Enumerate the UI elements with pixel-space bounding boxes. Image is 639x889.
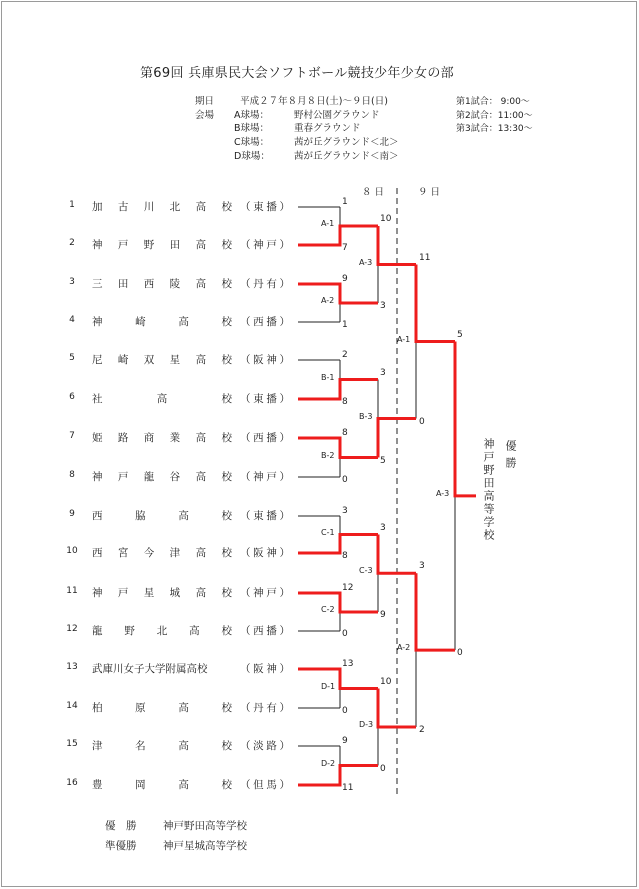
match-score: 8: [342, 428, 348, 438]
team-name: 神 戸 星 城 高 校: [92, 587, 232, 599]
day-label-9: ９ 日: [418, 187, 441, 198]
venue-d: D球場： 茜が丘グラウンド＜南＞: [234, 151, 399, 162]
round3-winner-path: [416, 573, 455, 650]
match-score: 9: [380, 610, 386, 620]
match-id: A-1: [321, 219, 335, 228]
match-score: 3: [380, 367, 386, 378]
match-score: 0: [419, 416, 425, 427]
team-name: 加 古 川 北 高 校: [92, 201, 232, 213]
team-number: 13: [66, 662, 78, 672]
match-score: 11: [419, 252, 431, 263]
team-number: 15: [66, 739, 78, 749]
team-name: 姫 路 商 業 高 校: [92, 432, 232, 444]
venue-label: 会場: [195, 110, 215, 121]
match-score: 12: [342, 583, 354, 593]
match-score: 2: [419, 725, 425, 735]
match-score: 0: [342, 629, 348, 639]
match-score: 9: [342, 736, 348, 746]
team-prefecture: （ 阪 神 ）: [240, 354, 290, 366]
match-score: 0: [380, 763, 386, 774]
team-name: 武 庫 川 女 子 大 学 附 属 高 校: [92, 663, 208, 675]
match-score: 3: [380, 522, 386, 533]
round1-winner-path: [298, 438, 378, 458]
venue-b: B球場： 重春グラウンド: [234, 123, 361, 134]
champion-label: 優勝: [504, 440, 517, 474]
match-score: 5: [457, 329, 463, 340]
match-score: 5: [380, 455, 386, 466]
match-id: C-2: [321, 605, 335, 614]
match-score: 13: [342, 659, 354, 669]
page-title: 第69回 兵庫県民大会ソフトボール競技少年少女の部: [140, 66, 454, 81]
game-time-3: 第3試合：13:30～: [456, 124, 533, 134]
match-id: C-1: [321, 527, 335, 537]
team-number: 14: [66, 701, 78, 711]
game-time-2: 第2試合：11:00～: [456, 111, 533, 121]
team-number: 16: [66, 778, 78, 788]
round1-winner-path: [298, 593, 378, 612]
team-number: 3: [69, 277, 75, 287]
match-score: 0: [342, 706, 348, 716]
team-name: 豊 岡 高 校: [92, 779, 232, 791]
team-prefecture: （ 神 戸 ）: [240, 239, 290, 251]
match-id: A-2: [321, 296, 335, 305]
round1-winner-path: [298, 535, 378, 554]
champion-team: 神戸野田高等学校: [482, 438, 495, 542]
match-score: 10: [380, 676, 392, 687]
team-number: 8: [69, 470, 75, 480]
team-prefecture: （ 西 播 ）: [240, 432, 290, 444]
match-score: 11: [342, 783, 354, 793]
team-prefecture: （ 西 播 ）: [240, 625, 290, 637]
team-number: 12: [66, 624, 78, 634]
team-number: 10: [66, 546, 78, 556]
match-score: 2: [342, 350, 348, 360]
match-score: 8: [342, 397, 348, 407]
team-number: 9: [69, 509, 75, 519]
game-time-1: 第1試合： 9:00～: [456, 97, 530, 107]
match-score: 3: [380, 301, 386, 311]
match-id: A-2: [397, 643, 411, 653]
match-id: B-3: [359, 411, 373, 421]
team-prefecture: （ 淡 路 ）: [240, 740, 290, 752]
team-number: 5: [69, 353, 75, 363]
match-id: D-3: [359, 720, 374, 729]
match-id: D-2: [321, 758, 336, 768]
round1-winner-path: [298, 226, 378, 245]
round1-winner-path: [298, 669, 378, 689]
team-name: 尼 崎 双 星 高 校: [92, 354, 232, 366]
team-name: 西 脇 高 校: [92, 510, 232, 522]
team-name: 龍 野 北 高 校: [92, 625, 232, 637]
venue-c: C球場： 茜が丘グラウンド＜北＞: [234, 137, 399, 148]
team-name: 神 戸 龍 谷 高 校: [92, 471, 232, 483]
result-runner-up: 準優勝 神戸星城高等学校: [105, 840, 247, 852]
team-prefecture: （ 神 戸 ）: [240, 471, 290, 483]
team-prefecture: （ 阪 神 ）: [240, 547, 290, 559]
match-score: 3: [342, 506, 348, 516]
match-score: 10: [380, 214, 392, 224]
match-id: B-2: [321, 450, 335, 460]
venue-a: A球場： 野村公園グラウンド: [234, 110, 380, 121]
team-prefecture: （ 東 播 ）: [240, 510, 290, 522]
match-score: 1: [342, 197, 348, 207]
team-number: 11: [66, 586, 78, 596]
match-score: 3: [419, 561, 425, 572]
team-prefecture: （ 神 戸 ）: [240, 587, 290, 599]
match-id: A-1: [397, 334, 411, 344]
round3-winner-path: [416, 265, 455, 342]
team-name: 三 田 西 陵 高 校: [92, 278, 232, 290]
match-score: 0: [342, 475, 348, 485]
final-winner-path: [455, 342, 476, 496]
match-id: D-1: [321, 681, 336, 691]
date-label: 期日: [195, 96, 215, 107]
match-score: 9: [342, 274, 348, 284]
match-id: B-1: [321, 372, 335, 382]
team-number: 7: [69, 431, 75, 441]
team-number: 1: [69, 200, 75, 210]
team-prefecture: （ 東 播 ）: [240, 201, 290, 213]
team-name: 社 高 校: [92, 393, 232, 405]
match-score: 0: [457, 648, 463, 659]
team-name: 西 宮 今 津 高 校: [92, 547, 232, 559]
round1-winner-path: [298, 284, 378, 303]
team-prefecture: （ 西 播 ）: [240, 316, 290, 328]
team-prefecture: （ 丹 有 ）: [240, 278, 290, 290]
match-score: 8: [342, 551, 348, 561]
match-id: C-3: [359, 566, 373, 576]
match-score: 7: [342, 243, 348, 253]
team-name: 柏 原 高 校: [92, 702, 232, 714]
result-winner: 優 勝 神戸野田高等学校: [105, 820, 247, 832]
team-prefecture: （ 丹 有 ）: [240, 702, 290, 714]
team-prefecture: （ 但 馬 ）: [240, 779, 290, 791]
match-id: A-3: [436, 488, 450, 498]
team-number: 2: [69, 238, 75, 248]
team-prefecture: （ 阪 神 ）: [240, 663, 290, 675]
day-label-8: ８ 日: [362, 187, 385, 198]
team-number: 4: [69, 315, 75, 325]
team-name: 神 崎 高 校: [92, 316, 232, 328]
round1-winner-path: [298, 380, 378, 400]
team-number: 6: [69, 392, 75, 402]
team-name: 津 名 高 校: [92, 740, 232, 752]
match-id: A-3: [359, 257, 373, 267]
team-prefecture: （ 東 播 ）: [240, 393, 290, 405]
date-value: 平成２７年８月８日(土)～９日(日): [240, 96, 388, 107]
round1-winner-path: [298, 766, 378, 786]
team-name: 神 戸 野 田 高 校: [92, 239, 232, 251]
match-score: 1: [342, 320, 348, 330]
